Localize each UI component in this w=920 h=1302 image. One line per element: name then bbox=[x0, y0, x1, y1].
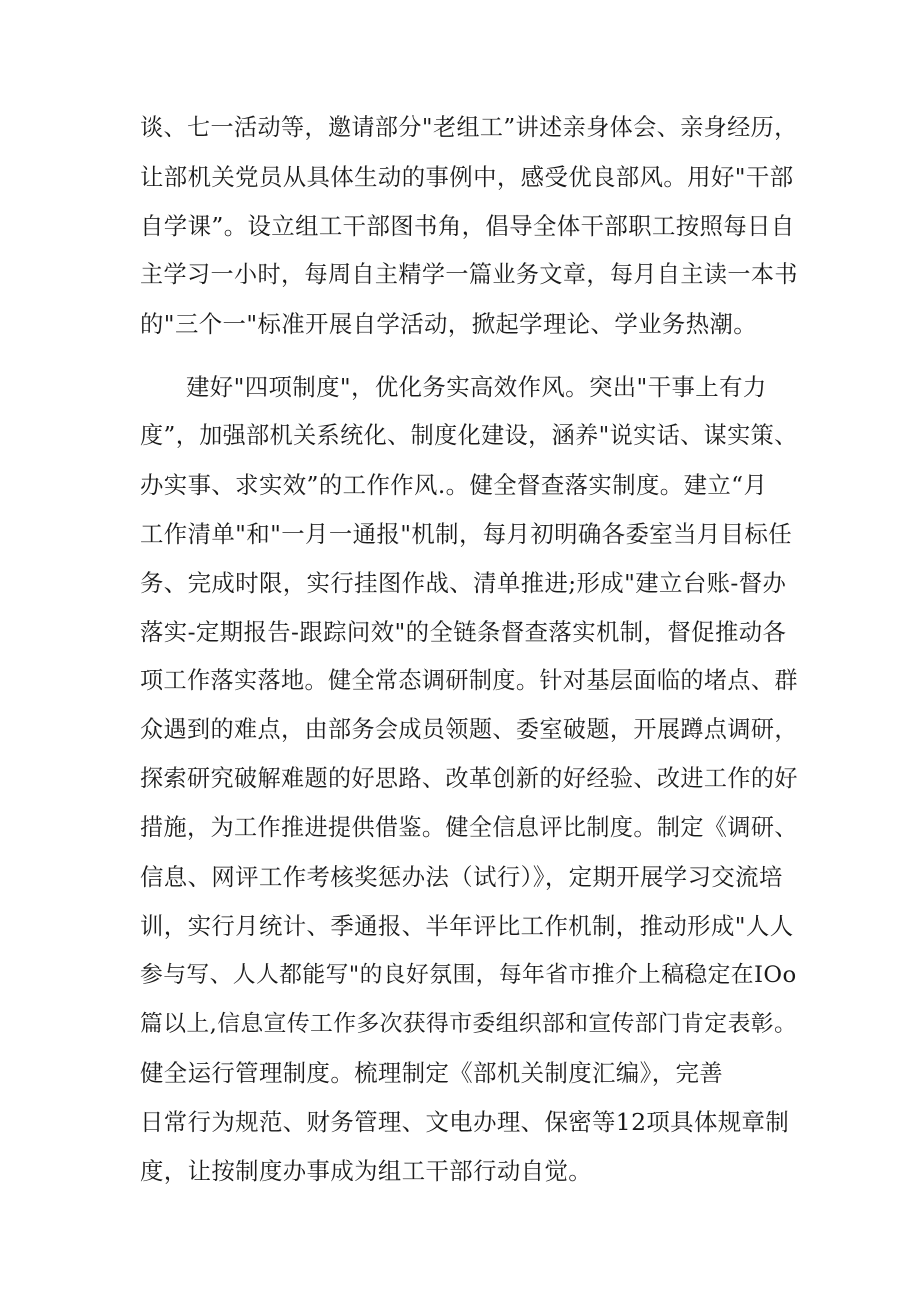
text-line: 落实-定期报告-跟踪问效"的全链条督查落实机制，督促推动各 bbox=[140, 618, 787, 646]
text-line: 度，让按制度办事成为组工干部行动自觉。 bbox=[140, 1157, 593, 1185]
text-line: 自学课”。设立组工干部图书角，倡导全体干部职工按照每日自 bbox=[140, 212, 795, 240]
paragraph-heading-line: 建好"四项制度"，优化务实高效作风。突出"干事上有力 bbox=[186, 373, 767, 401]
text-line: 度”，加强部机关系统化、制度化建设，涵养"说实话、谋实策、 bbox=[140, 423, 798, 449]
text-line: 日常行为规范、财务管理、文电办理、保密等12项具体规章制 bbox=[140, 1108, 790, 1136]
text-line: 训，实行月统计、季通报、半年评比工作机制，推动形成"人人 bbox=[140, 912, 794, 940]
text-line: 篇以上,信息宣传工作多次获得市委组织部和宣传部门肯定表彰。 bbox=[140, 1011, 798, 1037]
text-line: 参与写、人人都能写"的良好氛围，每年省市推介上稿稳定在IOo bbox=[140, 962, 797, 988]
text-line: 工作清单"和"一月一通报"机制，每月初明确各委室当月目标任 bbox=[140, 520, 793, 548]
text-line: 探索研究破解难题的好思路、改革创新的好经验、改进工作的好 bbox=[140, 766, 798, 792]
text-line: 让部机关党员从具体生动的事例中，感受优良部风。用好"干部 bbox=[140, 163, 794, 191]
text-line: 谈、七一活动等，邀请部分"老组工”讲述亲身体会、亲身经历， bbox=[140, 115, 798, 141]
text-line: 众遇到的难点，由部务会成员领题、委室破题，开展蹲点调研， bbox=[140, 717, 798, 743]
text-line: 措施，为工作推进提供借鉴。健全信息评比制度。制定《调研、 bbox=[140, 815, 798, 841]
text-line: 务、完成时限，实行挂图作战、清单推进;形成"建立台账-督办 bbox=[140, 569, 787, 597]
text-line: 信息、网评工作考核奖惩办法（试行）》，定期开展学习交流培 bbox=[140, 863, 783, 891]
text-line: 的"三个一"标准开展自学活动，掀起学理论、学业务热潮。 bbox=[140, 310, 758, 338]
text-line: 项工作落实落地。健全常态调研制度。针对基层面临的堵点、群 bbox=[140, 668, 798, 694]
text-line: 健全运行管理制度。梳理制定《部机关制度汇编》，完善 bbox=[140, 1059, 724, 1087]
text-line: 主学习一小时，每周自主精学一篇业务文章，每月自主读一本书 bbox=[140, 262, 798, 288]
text-line: 办实事、求实效”的工作作风.。健全督查落实制度。建立“月 bbox=[140, 471, 768, 499]
